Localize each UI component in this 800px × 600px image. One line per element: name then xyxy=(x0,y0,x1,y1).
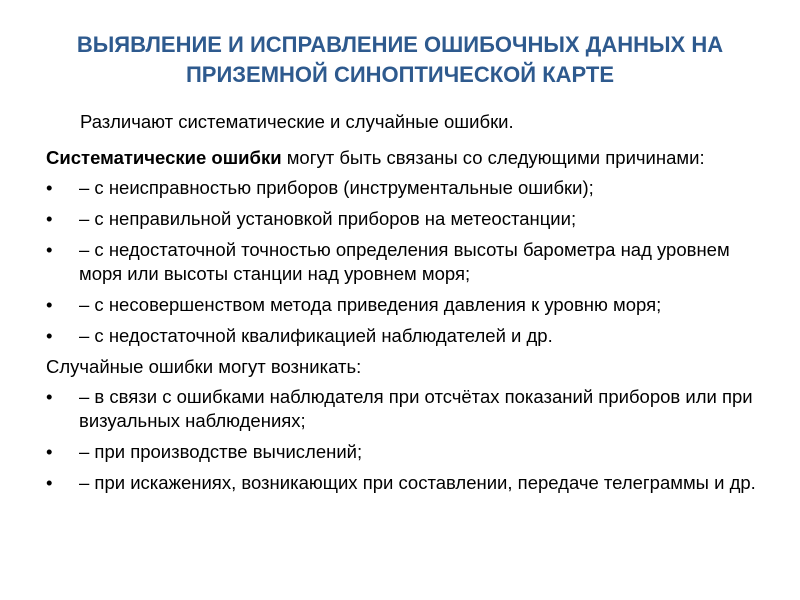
bullet-icon: • xyxy=(46,386,53,407)
title-line-2: ПРИЗЕМНОЙ СИНОПТИЧЕСКОЙ КАРТЕ xyxy=(185,62,615,87)
bullet-icon: • xyxy=(46,294,53,315)
list-item xyxy=(46,471,766,495)
list-item-text: – при производстве вычислений; xyxy=(79,441,363,462)
bullet-icon: • xyxy=(46,239,53,260)
bullet-icon: • xyxy=(46,208,53,229)
bullet-icon: • xyxy=(46,325,53,346)
intro-text: Различают систематические и случайные ошибки. xyxy=(80,111,514,132)
bullet-icon: • xyxy=(46,472,53,493)
list-item-text: – с неправильной установкой приборов на метеостанции; xyxy=(79,208,577,229)
systematic-lead-bold: Систематические ошибки xyxy=(46,147,282,168)
bullet-icon: • xyxy=(46,441,53,462)
list-item xyxy=(46,293,766,317)
list-item xyxy=(46,238,766,286)
list-item-text: – с недостаточной квалификацией наблюдателей и др. xyxy=(79,325,553,346)
list-item-text: – при искажениях, возникающих при составлении, передаче телеграммы и др. xyxy=(79,472,756,493)
systematic-lead-rest: могут быть связаны со следующими причинами: xyxy=(281,147,705,168)
slide-title xyxy=(30,30,770,90)
list-item xyxy=(46,385,766,433)
list-item-text: – в связи с ошибками наблюдателя при отсчётах показаний приборов или при визуальных наблюдениях; xyxy=(79,386,753,431)
list-item-text: – с несовершенством метода приведения давления к уровню моря; xyxy=(79,294,662,315)
list-item xyxy=(46,440,766,464)
random-lead: Случайные ошибки могут возникать: xyxy=(46,356,362,377)
list-item xyxy=(46,176,766,200)
systematic-lead xyxy=(46,146,766,170)
list-item-text: – с недостаточной точностью определения высоты барометра над уровнем моря или высоты станции над уровнем моря; xyxy=(79,239,730,284)
list-item-text: – с неисправностью приборов (инструментальные ошибки); xyxy=(79,177,594,198)
title-line-1: ВЫЯВЛЕНИЕ И ИСПРАВЛЕНИЕ ОШИБОЧНЫХ ДАННЫХ НА xyxy=(76,32,724,57)
list-item xyxy=(46,207,766,231)
list-item xyxy=(46,324,766,348)
slide-body xyxy=(46,146,766,502)
bullet-icon: • xyxy=(46,177,53,198)
